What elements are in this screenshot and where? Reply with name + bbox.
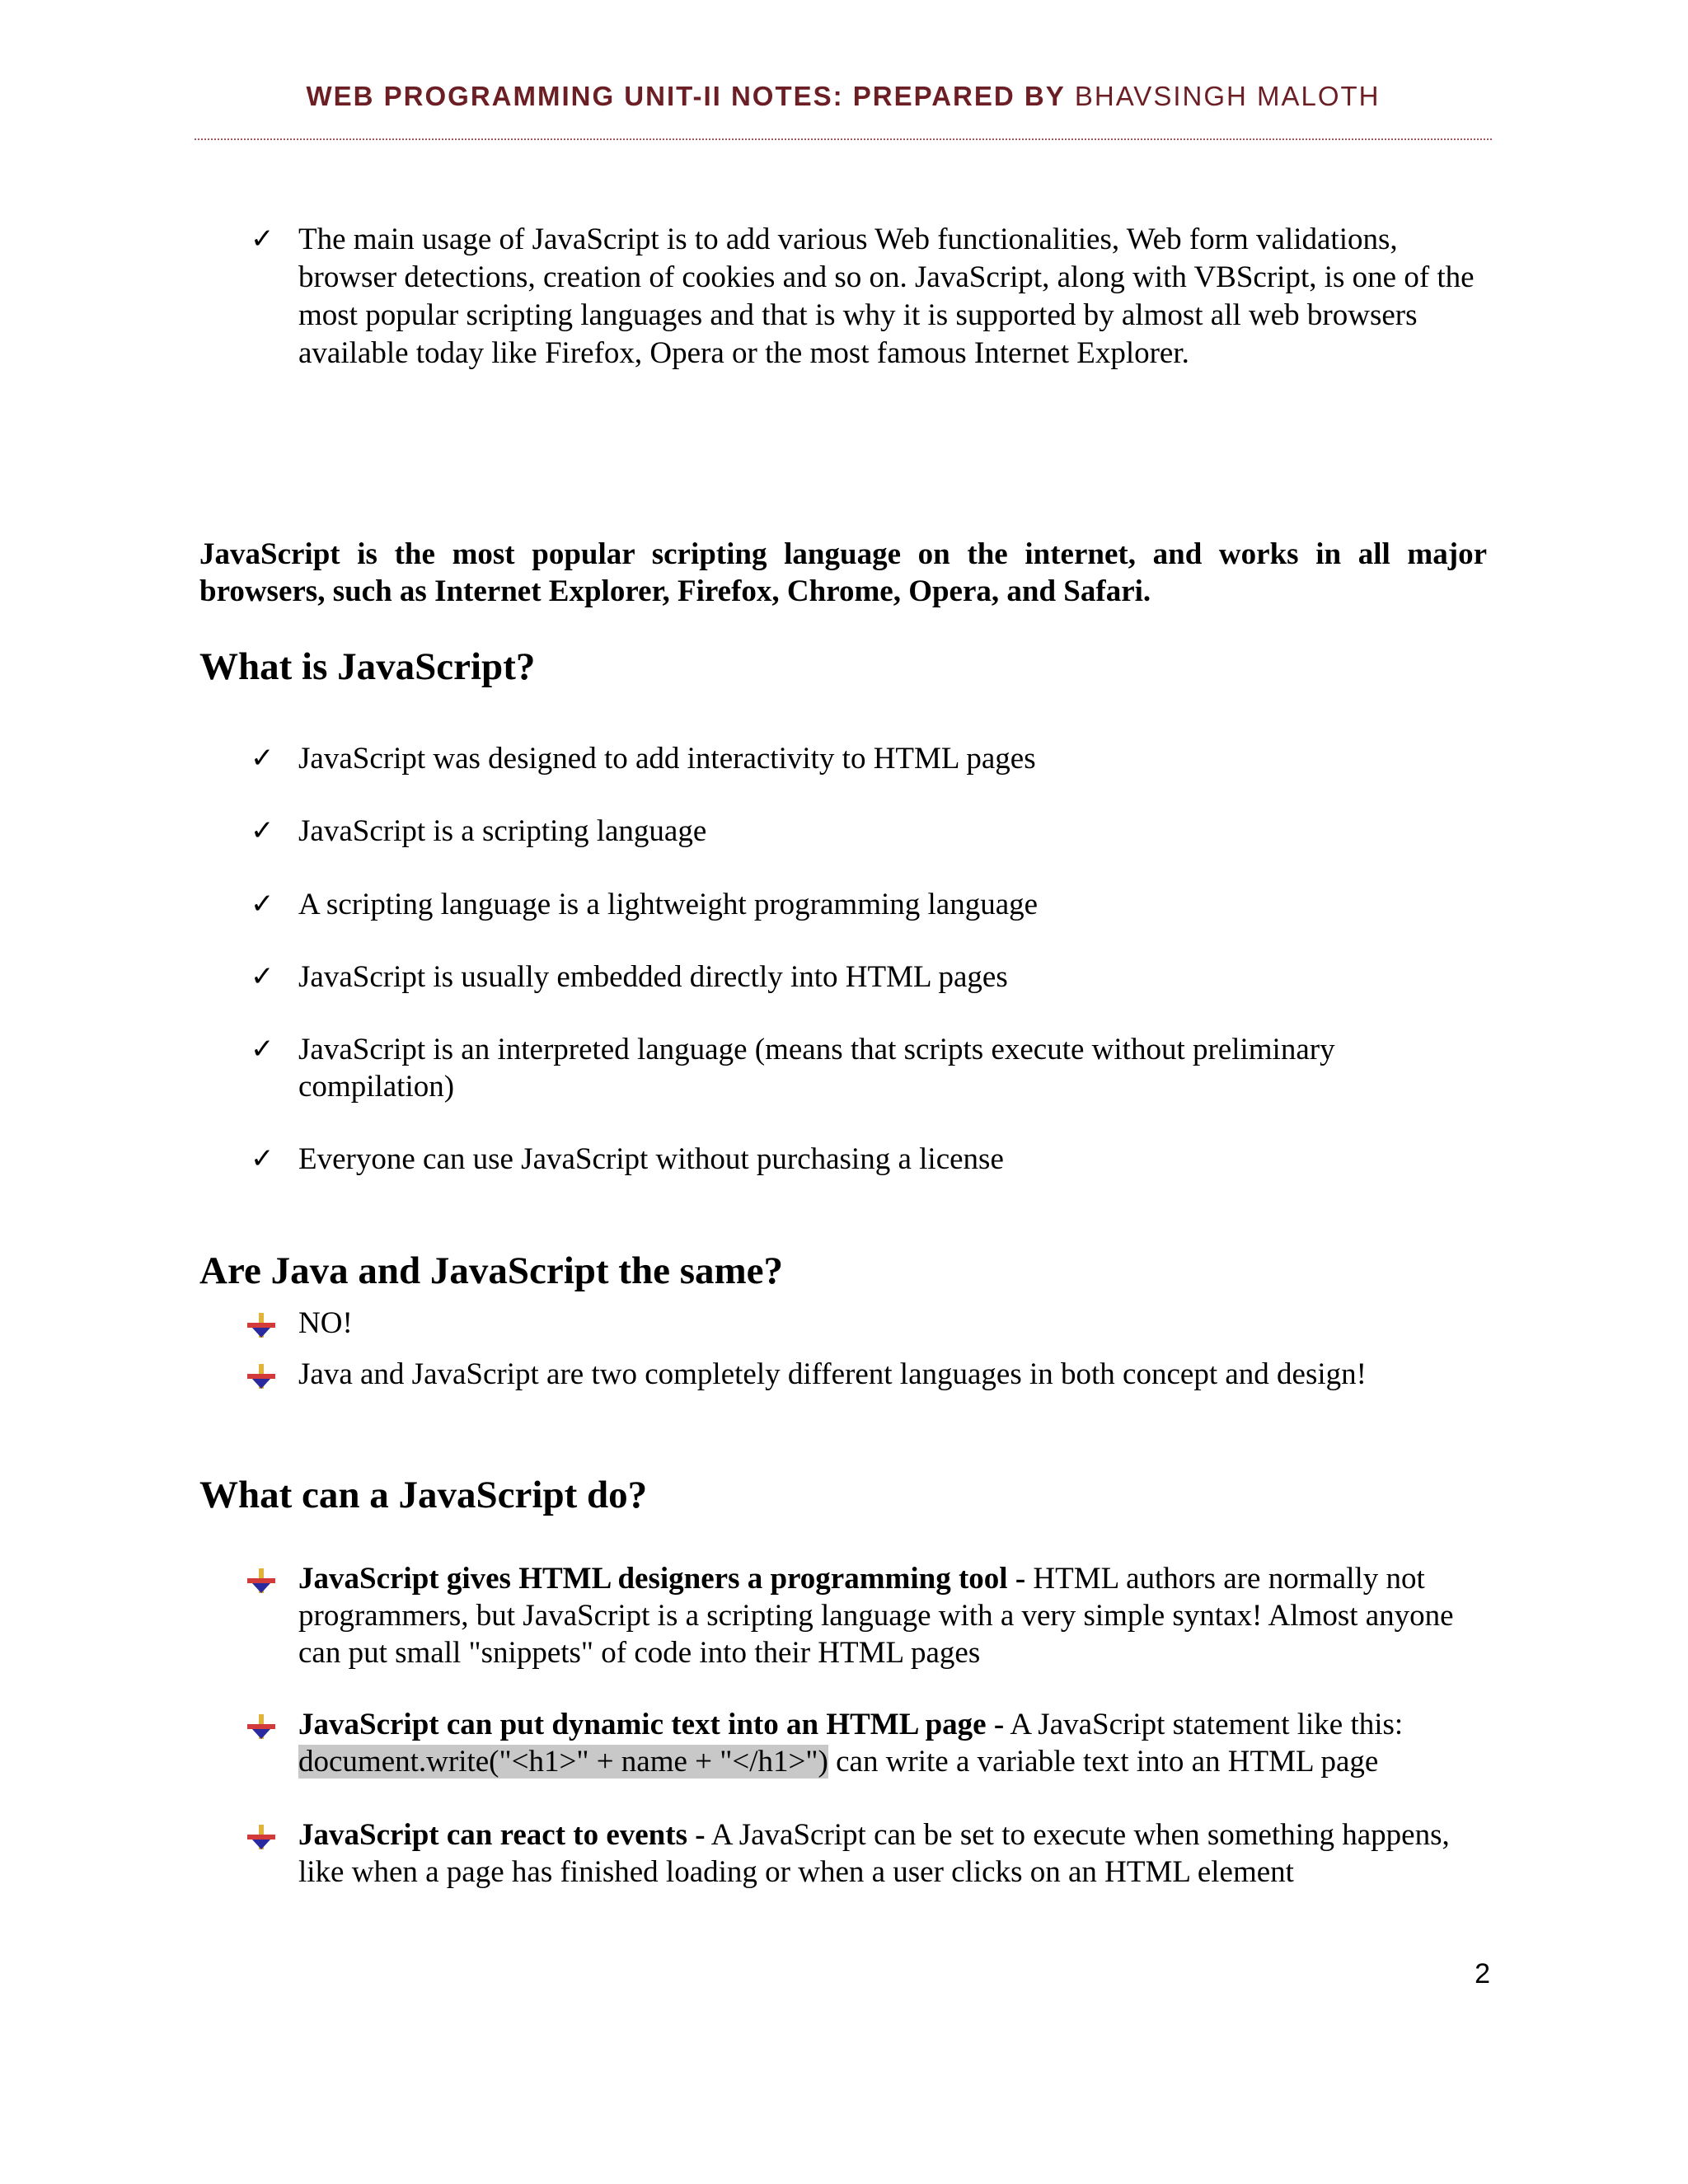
- header-divider: [195, 138, 1492, 140]
- list-item-text: JavaScript is usually embedded directly into HTML pages: [298, 960, 1008, 994]
- arrow-bullet-icon: [247, 1568, 275, 1593]
- checkmark-icon: ✓: [251, 1033, 274, 1066]
- list-item: [251, 1141, 1485, 1178]
- list-item: [251, 813, 1485, 850]
- code-snippet: document.write("<h1>" + name + "</h1>"): [298, 1745, 828, 1779]
- checkmark-icon: ✓: [251, 814, 274, 847]
- list-item-text: A scripting language is a lightweight programming language: [298, 888, 1039, 921]
- header-title: WEB PROGRAMMING UNIT-II NOTES: PREPARED BY: [306, 81, 1066, 111]
- list-item: [251, 886, 1485, 923]
- arrow-bullet-icon: [247, 1825, 275, 1849]
- item-lead: JavaScript gives HTML designers a programming tool -: [298, 1562, 1026, 1596]
- item-text: HTML authors are normally not programmers, but JavaScript is a scripting language with a very simple syntax! Almost anyone can put small "snippets" of code into their HTML pages: [298, 1562, 1454, 1670]
- item-text: A JavaScript statement like this:: [1004, 1708, 1404, 1741]
- intro-list-item: [251, 221, 1485, 373]
- list-item: [298, 1305, 1485, 1342]
- item-lead: JavaScript can react to events -: [298, 1818, 706, 1852]
- bold-paragraph: JavaScript is the most popular scripting language on the internet, and works in all major browsers, such as Internet Explorer, Firefox, Chrome, Opera, and Safari.: [199, 537, 1487, 608]
- list-item: [298, 1560, 1477, 1671]
- list-item: [298, 1356, 1485, 1393]
- item-lead: JavaScript can put dynamic text into an HTML page -: [298, 1708, 1005, 1741]
- checkmark-icon: ✓: [251, 1142, 274, 1175]
- list-item: [251, 1031, 1469, 1105]
- list-item-text: JavaScript is a scripting language: [298, 814, 707, 848]
- header-author: BHAVSINGH MALOTH: [1074, 81, 1381, 111]
- arrow-bullet-icon: [247, 1364, 275, 1389]
- item-text: A JavaScript can be set to execute when something happens, like when a page has finished loading or when a user clicks on an HTML element: [298, 1818, 1450, 1889]
- list-item: [298, 1816, 1477, 1891]
- list-item-text: JavaScript is an interpreted language (means that scripts execute without preliminary compilation): [298, 1033, 1335, 1104]
- item-text-after: can write a variable text into an HTML page: [828, 1745, 1379, 1779]
- arrow-bullet-icon: [247, 1313, 275, 1338]
- checkmark-icon: ✓: [251, 742, 274, 775]
- heading-java-vs-javascript: Are Java and JavaScript the same?: [199, 1249, 784, 1292]
- list-item-text: Everyone can use JavaScript without purchasing a license: [298, 1142, 1004, 1176]
- checkmark-icon: ✓: [251, 223, 274, 255]
- list-item-text: NO!: [298, 1306, 353, 1340]
- heading-what-can-javascript-do: What can a JavaScript do?: [199, 1474, 648, 1516]
- list-item-text: Java and JavaScript are two completely different languages in both concept and design!: [298, 1357, 1367, 1391]
- page-number: 2: [1475, 1958, 1490, 1990]
- intro-text: The main usage of JavaScript is to add various Web functionalities, Web form validations, browser detections, creation of cookies and so on. JavaScript, along with VBScript, is one of the most popular scripting languages and that is why it is supported by almost all web browsers available today like Firefox, Opera or the most famous Internet Explorer.: [298, 223, 1475, 370]
- list-item: [251, 958, 1485, 996]
- list-item: [251, 740, 1485, 777]
- checkmark-icon: ✓: [251, 888, 274, 921]
- list-item-text: JavaScript was designed to add interactivity to HTML pages: [298, 742, 1036, 776]
- arrow-bullet-icon: [247, 1714, 275, 1739]
- list-item: [298, 1706, 1477, 1780]
- heading-what-is-javascript: What is JavaScript?: [199, 645, 536, 688]
- checkmark-icon: ✓: [251, 960, 274, 993]
- page-header: [195, 82, 1492, 110]
